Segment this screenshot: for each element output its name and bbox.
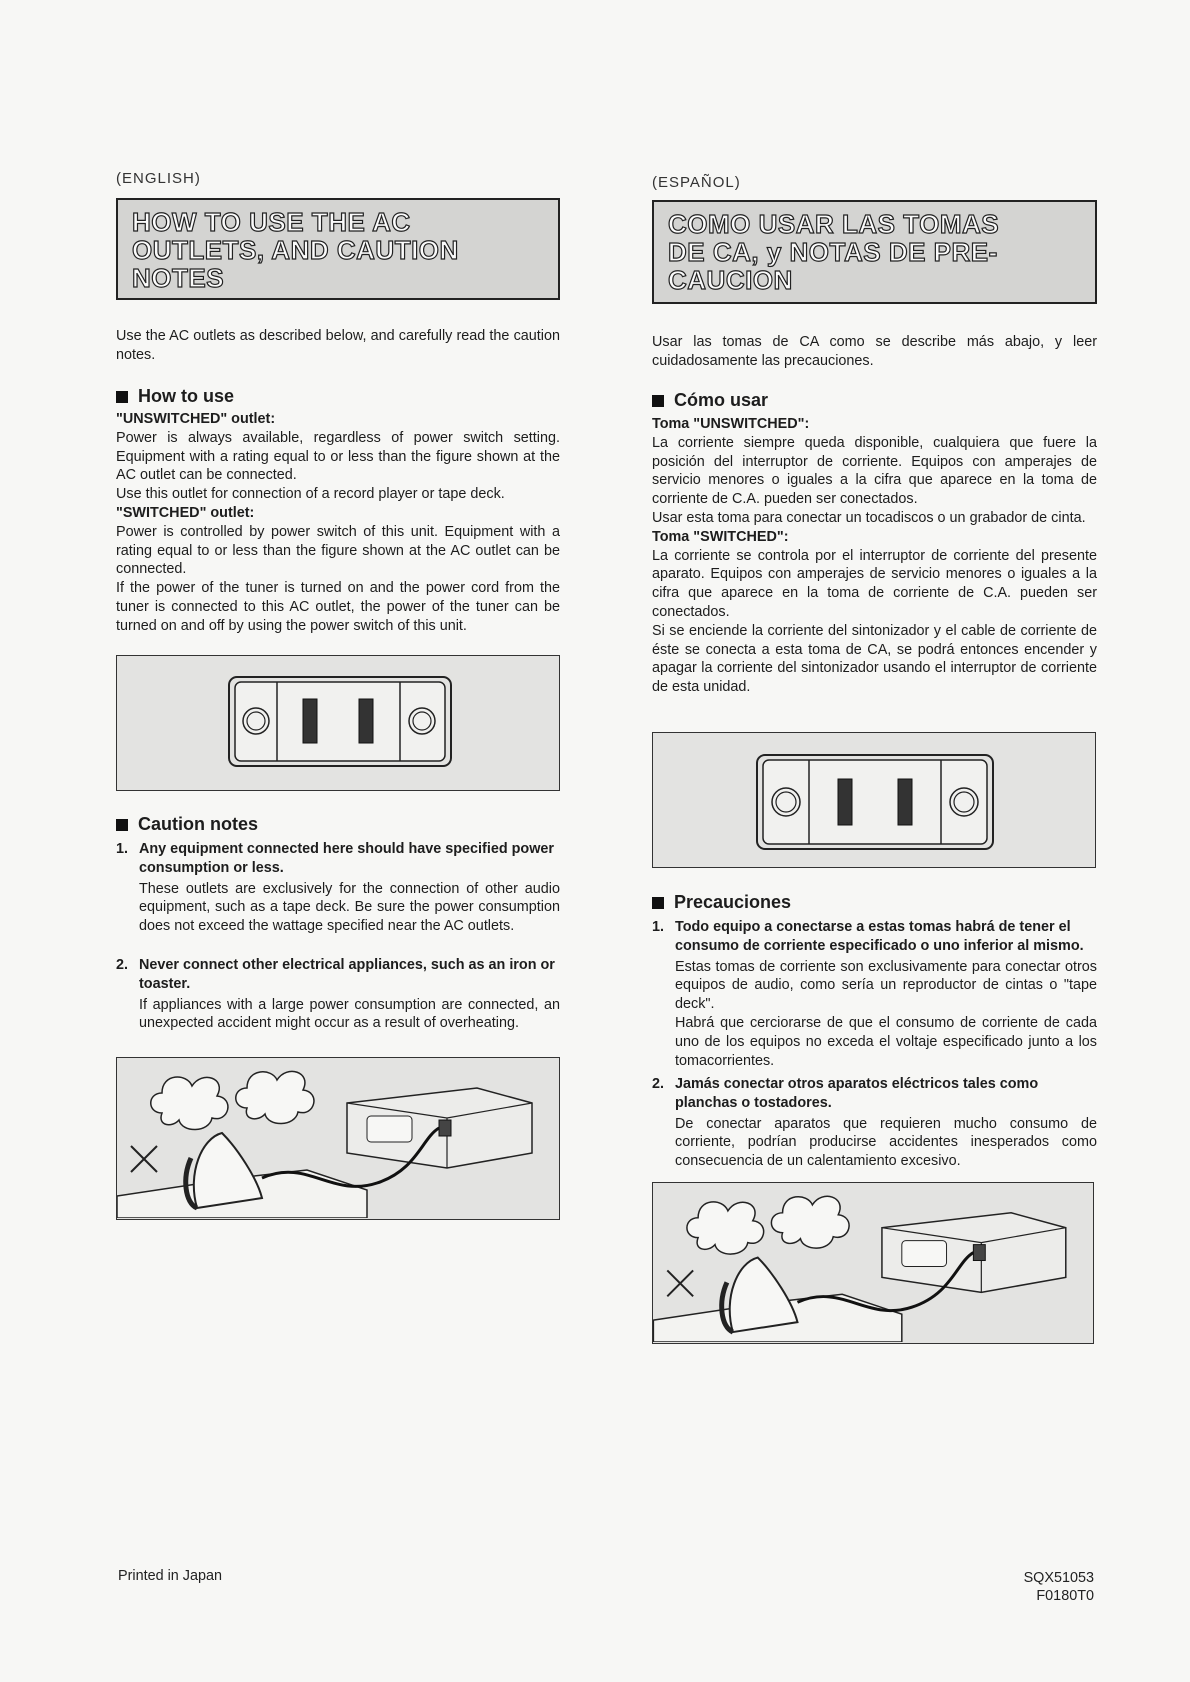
english-unswitched-text-2: Use this outlet for connection of a record player or tape deck. bbox=[116, 486, 505, 503]
ac-outlet-illustration bbox=[653, 733, 1094, 866]
note-title: Todo equipo a conectarse a estas tomas habrá de tener el consumo de corriente especificado o uno inferior al mismo. bbox=[675, 919, 1084, 954]
spanish-switched-label: Toma "SWITCHED": bbox=[652, 528, 789, 545]
spanish-title-line-2: DE CA, y NOTAS DE PRE- bbox=[668, 237, 998, 267]
english-unswitched-label: "UNSWITCHED" outlet: bbox=[116, 411, 276, 427]
spanish-intro: Usar las tomas de CA como se describe más abajo, y leer cuidadosamente las precauciones. bbox=[652, 334, 1097, 369]
heading-text: Caution notes bbox=[138, 814, 258, 834]
printed-in-label: Printed in Japan bbox=[118, 1568, 223, 1584]
english-iron-warning-figure bbox=[116, 1057, 560, 1220]
note-text: These outlets are exclusively for the connection of other audio equipment, such as a tape deck. Be sure the power consumption does not exceed the wattage specified near the AC outlets. bbox=[139, 880, 560, 935]
note-title: Never connect other electrical appliances, such as an iron or toaster. bbox=[139, 957, 555, 992]
spanish-unswitched-text-2: Usar esta toma para conectar un tocadiscos o un grabador de cinta. bbox=[652, 509, 1086, 526]
note-title: Jamás conectar otros aparatos eléctricos tales como planchas o tostadores. bbox=[675, 1076, 1039, 1111]
square-bullet-icon bbox=[652, 395, 664, 407]
spanish-unswitched-text: La corriente siempre queda disponible, cualquiera que fuere la posición del interruptor de corriente. Equipos con amperajes de servicio menores o iguales a la cifra que aparece en la toma de corriente de C.A. pueden ser conectados. bbox=[652, 434, 1097, 508]
english-title-banner bbox=[116, 198, 560, 300]
english-intro: Use the AC outlets as described below, and carefully read the caution notes. bbox=[116, 328, 560, 363]
note-text: De conectar aparatos que requieren mucho consumo de corriente, podrían producirse accidentes inesperados como consecuencia de un calentamiento excesivo. bbox=[675, 1115, 1097, 1170]
english-title-line-1: HOW TO USE THE AC bbox=[132, 207, 411, 237]
note-number: 1. bbox=[652, 919, 665, 935]
spanish-how-to-use-heading bbox=[652, 390, 768, 411]
english-switched-text-2: If the power of the tuner is turned on and the power cord from the tuner is connected to this AC outlet, the power of the tuner can be turned on and off by using the power switch of this unit. bbox=[116, 580, 560, 634]
note-text-2: Habrá que cerciorarse de que el consumo de corriente de cada uno de los equipos no exceda el voltaje especificado junto a los tomacorrientes. bbox=[675, 1014, 1097, 1069]
note-text: If appliances with a large power consumption are connected, an unexpected accident might occur as a result of overheating. bbox=[139, 996, 560, 1032]
spanish-unswitched-label: Toma "UNSWITCHED": bbox=[652, 416, 810, 432]
heading-text: Precauciones bbox=[674, 892, 792, 912]
spanish-title-banner bbox=[652, 200, 1097, 304]
square-bullet-icon bbox=[116, 391, 128, 403]
note-number: 2. bbox=[652, 1076, 665, 1092]
spanish-caution-note-2 bbox=[652, 1075, 1097, 1171]
note-number: 1. bbox=[116, 841, 129, 857]
spanish-iron-warning-figure bbox=[652, 1182, 1094, 1344]
ac-outlet-illustration bbox=[117, 656, 558, 789]
english-how-to-use-heading bbox=[116, 386, 234, 407]
english-how-to-use-body bbox=[116, 410, 560, 636]
heading-text: How to use bbox=[138, 386, 235, 406]
english-caution-heading bbox=[116, 814, 258, 835]
spanish-caution-note-1 bbox=[652, 918, 1097, 1070]
iron-plugged-in-warning-illustration bbox=[117, 1058, 558, 1218]
spanish-language-label: (ESPAÑOL) bbox=[652, 174, 741, 191]
english-unswitched-text: Power is always available, regardless of power switch setting. Equipment with a rating equal to or less than the figure shown at the AC outlet can be connected. bbox=[116, 429, 560, 484]
spanish-title-line-1: COMO USAR LAS TOMAS bbox=[668, 209, 1000, 239]
english-language-label: (ENGLISH) bbox=[116, 170, 201, 187]
spanish-title-line-3: CAUCION bbox=[668, 265, 793, 295]
square-bullet-icon bbox=[116, 819, 128, 831]
english-caution-note-1 bbox=[116, 840, 560, 936]
document-code-1: SQX51053 bbox=[1023, 1570, 1094, 1586]
english-switched-text: Power is controlled by power switch of this unit. Equipment with a rating equal to or less than the figure shown at the AC outlet can be connected. bbox=[116, 523, 560, 578]
note-text: Estas tomas de corriente son exclusivamente para conectar otros equipos de audio, como sería un reproductor de cintas o "tape deck". bbox=[675, 958, 1097, 1013]
note-title: Any equipment connected here should have specified power consumption or less. bbox=[139, 841, 555, 876]
square-bullet-icon bbox=[652, 897, 664, 909]
iron-plugged-in-warning-illustration bbox=[653, 1183, 1092, 1342]
english-caution-note-2 bbox=[116, 956, 560, 1033]
spanish-switched-text-2: Si se enciende la corriente del sintonizador y el cable de corriente de éste se conecta a esta toma de CA, se podrá entonces encender y apagar la corriente del sintonizador usando el interruptor de corriente de esta unidad. bbox=[652, 622, 1097, 696]
spanish-caution-heading bbox=[652, 892, 791, 913]
spanish-how-to-use-body bbox=[652, 415, 1097, 697]
document-code-2: F0180T0 bbox=[1036, 1588, 1094, 1604]
english-outlet-figure bbox=[116, 655, 560, 791]
note-number: 2. bbox=[116, 957, 129, 973]
english-switched-label: "SWITCHED" outlet: bbox=[116, 504, 255, 521]
heading-text: Cómo usar bbox=[674, 390, 769, 410]
english-title-line-3: NOTES bbox=[132, 263, 225, 293]
english-title-line-2: OUTLETS, AND CAUTION bbox=[132, 235, 459, 265]
spanish-switched-text: La corriente se controla por el interruptor de corriente del presente aparato. Equipos con amperajes de servicio menores o iguales a la cifra que aparece en la toma de corriente de C.A. pueden ser conectados. bbox=[652, 547, 1097, 620]
spanish-outlet-figure bbox=[652, 732, 1096, 868]
